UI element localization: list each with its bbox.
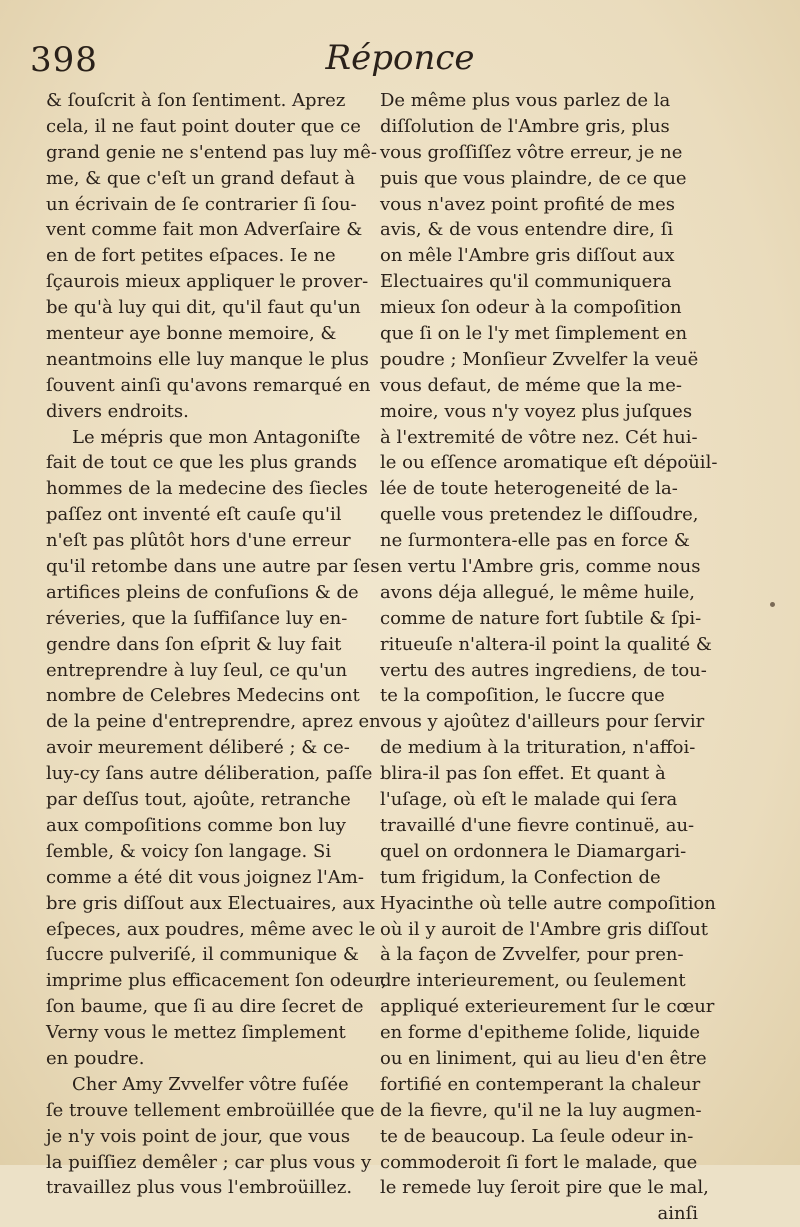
text-line: à l'extremité de vôtre nez. Cét hui- xyxy=(380,426,698,448)
text-line: avoir meurement déliberé ; & ce- xyxy=(46,737,350,759)
text-line: lée de toute heterogeneité de la- xyxy=(380,478,678,500)
text-line: ſouvent ainſi qu'avons remarqué en xyxy=(46,374,371,396)
text-line: le remede luy ſeroit pire que le mal, xyxy=(380,1177,709,1199)
text-line: je n'y vois point de jour, que vous xyxy=(46,1125,351,1147)
text-line: avis, & de vous entendre dire, ſi xyxy=(380,219,674,241)
text-line: diſſolution de l'Ambre gris, plus xyxy=(380,115,670,137)
text-line: tum frigidum, la Confection de xyxy=(380,866,661,888)
text-line: comme de nature fort ſubtile & ſpi- xyxy=(380,607,702,629)
text-line: divers endroits. xyxy=(46,400,189,422)
text-line: Hyacinthe où telle autre compoſition xyxy=(380,892,716,914)
text-line: commoderoit ſi fort le malade, que xyxy=(380,1151,698,1173)
text-line: n'eſt pas plûtôt hors d'une erreur xyxy=(46,530,351,552)
text-line: ne ſurmontera-elle pas en force & xyxy=(380,530,690,552)
text-line: Verny vous le mettez ſimplement xyxy=(46,1022,346,1044)
left-column xyxy=(46,88,387,1201)
text-line: comme a été dit vous joignez l'Am- xyxy=(46,866,364,888)
text-line: puis que vous plaindre, de ce que xyxy=(380,167,687,189)
text-line: en forme d'epitheme ſolide, liquide xyxy=(380,1022,701,1044)
text-line: vertu des autres ingrediens, de tou- xyxy=(380,659,707,681)
paragraph-start-line: Le mépris que mon Antagoniſte xyxy=(72,426,361,448)
text-line: luy-cy ſans autre déliberation, paſſe xyxy=(46,763,373,785)
text-line: aux compoſitions comme bon luy xyxy=(46,814,346,836)
text-line: réveries, que la ſuffiſance luy en- xyxy=(46,607,348,629)
text-line: travaillé d'une fievre continuë, au- xyxy=(380,814,695,836)
text-line: travaillez plus vous l'embroüillez. xyxy=(46,1177,353,1199)
text-line: moire, vous n'y voyez plus juſques xyxy=(380,400,693,422)
text-line: Electuaires qu'il communiquera xyxy=(380,271,672,293)
text-line: quelle vous pretendez le diſſoudre, xyxy=(380,504,699,526)
text-line: te de beaucoup. La ſeule odeur in- xyxy=(380,1125,694,1147)
text-line: ſe trouve tellement embroüillée que xyxy=(46,1099,375,1121)
right-column xyxy=(380,88,718,1227)
text-line: ſuccre pulveriſé, il communique & xyxy=(46,944,359,966)
text-line: me, & que c'eſt un grand defaut à xyxy=(46,167,356,189)
text-line: vous groſſiſſez vôtre erreur, je ne xyxy=(380,141,683,163)
text-line: entreprendre à luy ſeul, ce qu'un xyxy=(46,659,348,681)
text-line: l'uſage, où eſt le malade qui ſera xyxy=(380,789,678,811)
text-line: de la fievre, qu'il ne la luy augmen- xyxy=(380,1099,702,1121)
text-line: appliqué exterieurement ſur le cœur xyxy=(380,996,715,1018)
text-line: & ſouſcrit à ſon ſentiment. Aprez xyxy=(46,90,346,111)
text-line: menteur aye bonne memoire, & xyxy=(46,323,337,345)
text-line: gendre dans ſon eſprit & luy fait xyxy=(46,633,342,655)
text-line: eſpeces, aux poudres, même avec le xyxy=(46,918,376,940)
text-line: nombre de Celebres Medecins ont xyxy=(46,685,360,707)
paper-speck xyxy=(770,602,775,607)
text-line: paſſez ont inventé eſt cauſe qu'il xyxy=(46,504,342,526)
text-line: que ſi on le l'y met ſimplement en xyxy=(380,323,688,345)
text-line: vous n'avez point profité de mes xyxy=(380,193,675,215)
text-line: ſçaurois mieux appliquer le prover- xyxy=(46,271,369,293)
text-line: fortifié en contemperant la chaleur xyxy=(380,1073,701,1095)
text-line: où il y auroit de l'Ambre gris diſſout xyxy=(380,918,709,940)
text-line: de medium à la trituration, n'affoi- xyxy=(380,737,696,759)
text-line: ſon baume, que ſi au dire ſecret de xyxy=(46,996,364,1018)
text-line: blira-il pas ſon effet. Et quant à xyxy=(380,763,666,785)
text-line: ſemble, & voicy ſon langage. Si xyxy=(46,840,332,862)
text-line: bre gris diſſout aux Electuaires, aux xyxy=(46,892,375,914)
text-line: en de fort petites eſpaces. Ie ne xyxy=(46,245,336,267)
text-line: mieux ſon odeur à la compoſition xyxy=(380,297,682,319)
text-line: be qu'à luy qui dit, qu'il faut qu'un xyxy=(46,297,361,319)
text-line: hommes de la medecine des ſiecles xyxy=(46,478,368,500)
text-line: poudre ; Monſieur Zvvelfer la veuë xyxy=(380,348,699,370)
page-number: 398 xyxy=(30,40,98,80)
text-line: De même plus vous parlez de la xyxy=(380,90,671,111)
text-line: ritueuſe n'altera-il point la qualité & xyxy=(380,633,712,655)
text-line: par deſſus tout, ajoûte, retranche xyxy=(46,789,351,811)
text-line: en vertu l'Ambre gris, comme nous xyxy=(380,556,701,578)
text-line: on mêle l'Ambre gris diſſout aux xyxy=(380,245,675,267)
text-line: un écrivain de ſe contrarier ſi ſou- xyxy=(46,193,357,215)
text-line: imprime plus efficacement ſon odeur, xyxy=(46,970,387,992)
text-line: de la peine d'entreprendre, aprez en xyxy=(46,711,381,733)
text-line: vous defaut, de méme que la me- xyxy=(380,374,682,396)
text-line: neantmoins elle luy manque le plus xyxy=(46,348,369,370)
text-line: artifices pleins de confuſions & de xyxy=(46,581,359,603)
text-line: vent comme fait mon Adverſaire & xyxy=(46,219,363,241)
text-line: en poudre. xyxy=(46,1047,145,1069)
text-line: dre interieurement, ou ſeulement xyxy=(380,970,686,992)
catchword: ainſi xyxy=(657,1203,698,1225)
text-line: le ou eſſence aromatique eſt dépoüil- xyxy=(380,452,718,474)
text-line: te la compoſition, le ſuccre que xyxy=(380,685,665,707)
text-line: la puiſſiez demêler ; car plus vous y xyxy=(46,1151,372,1173)
text-line: qu'il retombe dans une autre par ſes xyxy=(46,556,380,578)
paragraph-start-line: Cher Amy Zvvelfer vôtre fuſée xyxy=(72,1073,349,1095)
text-line: ou en liniment, qui au lieu d'en être xyxy=(380,1047,707,1069)
running-title: Réponce xyxy=(325,38,475,78)
text-line: quel on ordonnera le Diamargari- xyxy=(380,840,687,862)
text-line: fait de tout ce que les plus grands xyxy=(46,452,357,474)
text-line: avons déja allegué, le même huile, xyxy=(380,581,695,603)
text-line: vous y ajoûtez d'ailleurs pour ſervir xyxy=(380,711,705,733)
text-line: grand genie ne s'entend pas luy mê- xyxy=(46,141,377,163)
text-line: cela, il ne faut point douter que ce xyxy=(46,115,361,137)
text-line: à la façon de Zvvelfer, pour pren- xyxy=(380,944,684,966)
